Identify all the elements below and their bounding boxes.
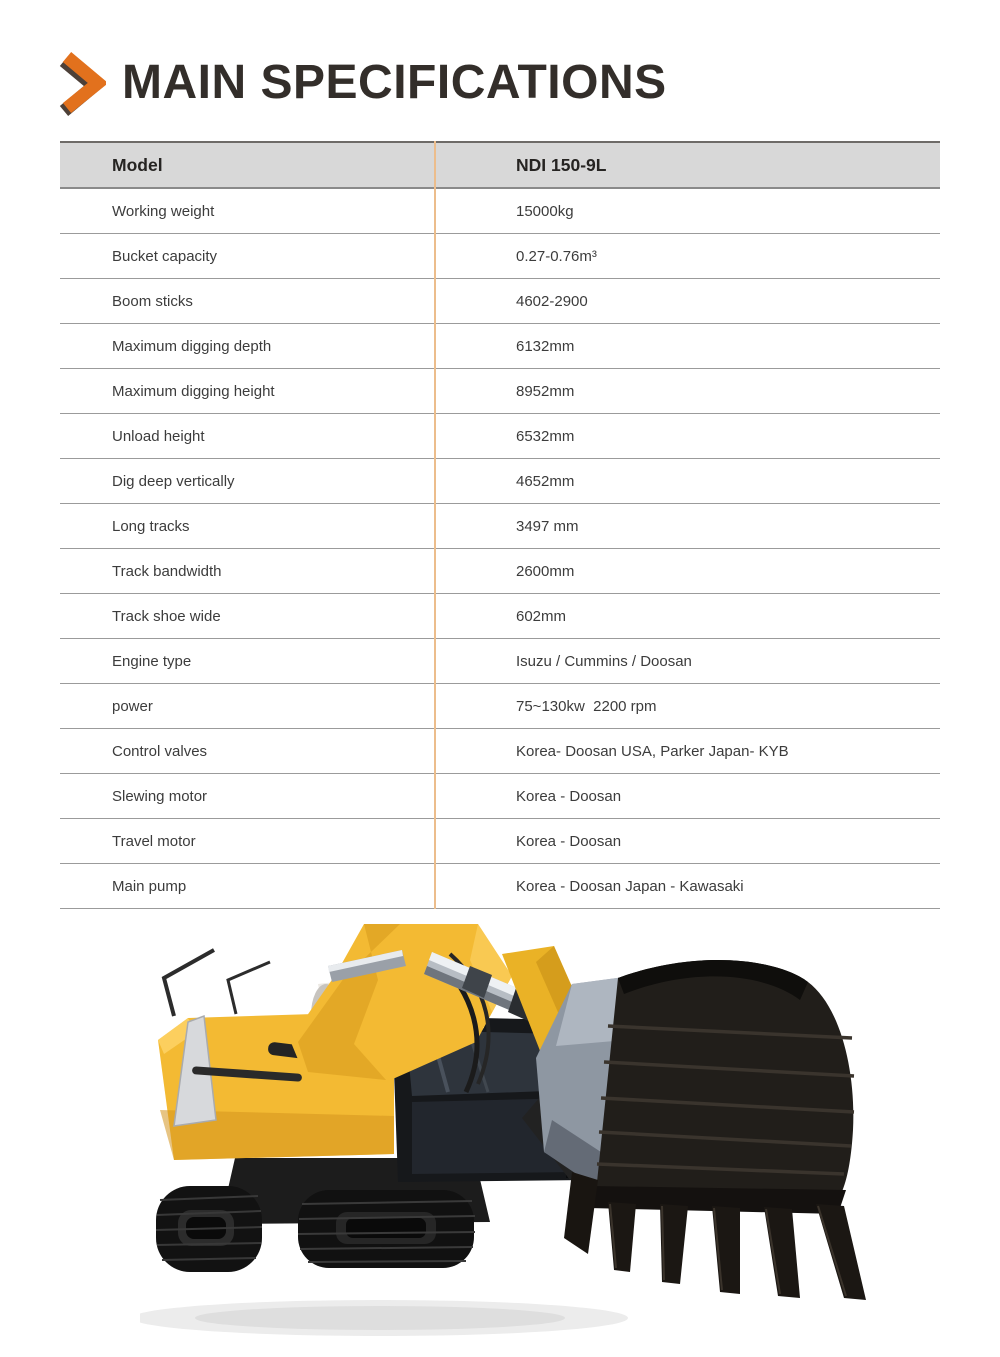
spec-value: Isuzu / Cummins / Doosan (516, 652, 692, 670)
spec-row (60, 729, 940, 774)
spec-value: 15000kg (516, 202, 574, 220)
spec-value: 3497 mm (516, 517, 579, 535)
spec-label: Engine type (112, 652, 192, 670)
page-title: MAIN SPECIFICATIONS (122, 55, 667, 109)
spec-value: 2600mm (516, 562, 575, 580)
spec-label: Working weight (112, 202, 215, 220)
bucket-teeth (608, 1202, 866, 1300)
spec-label: Slewing motor (112, 787, 208, 805)
spec-value: Korea - Doosan Japan - Kawasaki (516, 877, 744, 895)
spec-value: Korea - Doosan (516, 832, 622, 850)
spec-row (60, 639, 940, 684)
model-header-label: Model (112, 154, 163, 175)
spec-row (60, 369, 940, 414)
spec-value: 75~130kw 2200 rpm (516, 697, 657, 715)
spec-table (60, 141, 940, 909)
spec-label: Dig deep vertically (112, 472, 235, 490)
spec-value: 602mm (516, 607, 567, 625)
spec-row (60, 684, 940, 729)
spec-label: Track shoe wide (112, 607, 221, 625)
spec-value: 0.27-0.76m³ (516, 247, 597, 265)
spec-row (60, 864, 940, 909)
spec-label: Main pump (112, 877, 187, 895)
spec-row (60, 594, 940, 639)
spec-table-header (60, 141, 940, 189)
spec-label: Maximum digging height (112, 382, 275, 400)
model-header-value: NDI 150-9L (516, 154, 607, 175)
spec-row (60, 414, 940, 459)
column-divider (434, 141, 436, 909)
spec-value: 8952mm (516, 382, 575, 400)
spec-rows (60, 189, 940, 909)
spec-value: 6532mm (516, 427, 575, 445)
spec-row (60, 189, 940, 234)
spec-value: 4602-2900 (516, 292, 588, 310)
chevron-right-icon (52, 48, 106, 116)
spec-label: Track bandwidth (112, 562, 222, 580)
spec-row (60, 459, 940, 504)
spec-row (60, 549, 940, 594)
title-block (52, 46, 667, 118)
spec-row (60, 324, 940, 369)
bucket (536, 960, 866, 1300)
spec-label: Unload height (112, 427, 205, 445)
spec-row (60, 504, 940, 549)
spec-row (60, 774, 940, 819)
spec-row (60, 234, 940, 279)
excavator-photo (140, 920, 900, 1357)
spec-label: power (112, 697, 153, 715)
spec-value: Korea- Doosan USA, Parker Japan- KYB (516, 742, 789, 760)
spec-row (60, 819, 940, 864)
spec-value: 4652mm (516, 472, 575, 490)
spec-row (60, 279, 940, 324)
spec-label: Long tracks (112, 517, 190, 535)
spec-label: Control valves (112, 742, 208, 760)
spec-value: Korea - Doosan (516, 787, 622, 805)
spec-label: Travel motor (112, 832, 196, 850)
spec-label: Bucket capacity (112, 247, 218, 265)
spec-label: Maximum digging depth (112, 337, 272, 355)
spec-label: Boom sticks (112, 292, 193, 310)
spec-value: 6132mm (516, 337, 575, 355)
